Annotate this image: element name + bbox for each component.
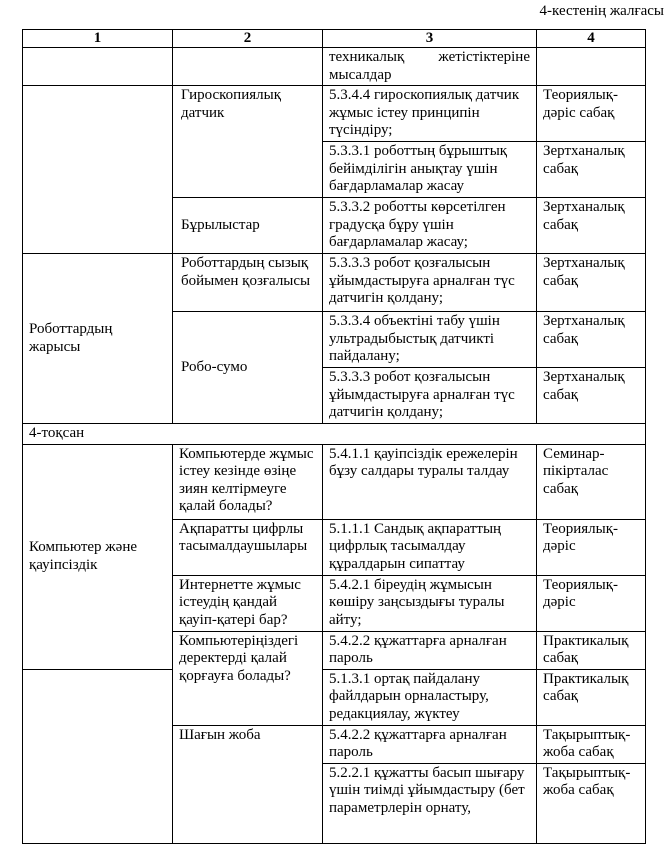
lesson-type-cell: Практикалық сабақ [537,631,646,669]
topic-cell: Гироскопиялық датчик [173,86,323,198]
topic-cell: Робо-сумо [173,312,323,424]
objective-cell: 5.1.3.1 ортақ пайдалану файлдарын орналастыру, редакциялау, жүктеу [323,669,537,725]
objective-cell: 5.3.3.1 роботтың бұрыштық бейімділігін анықтау үшін бағдарламалар жасау [323,142,537,198]
header-col-1: 1 [23,30,173,48]
lesson-type-cell: Теориялық-дәріс сабақ [537,86,646,142]
topic-cell: Роботтардың сызық бойымен қозғалысы [173,254,323,312]
lesson-type-cell: Теориялық-дәріс [537,519,646,575]
objective-cell: 5.4.1.1 қауіпсіздік ережелерін бұзу салдары туралы талдау [323,444,537,519]
lesson-type-cell: Тақырыптық-жоба сабақ [537,763,646,843]
lesson-type-cell: Практикалық сабақ [537,669,646,725]
quarter-label: 4-тоқсан [23,424,646,445]
header-col-3: 3 [323,30,537,48]
topic-cell: Бұрылыстар [173,198,323,254]
header-row [23,30,646,48]
lesson-type-cell: Семинар-пікірталас сабақ [537,444,646,519]
table-row [23,444,646,519]
lesson-type-cell: Зертханалық сабақ [537,312,646,368]
section-cell-empty [23,669,173,843]
cell-empty [173,48,323,86]
objective-cell: 5.3.3.4 объектіні табу үшін ультрадыбыстық датчикті пайдалану; [323,312,537,368]
lesson-type-cell: Теориялық-дәріс [537,575,646,631]
section-cell-empty [23,86,173,254]
cell-empty [537,48,646,86]
objective-cell: 5.2.2.1 құжатты басып шығару үшін тиімді ұйымдастыру (бет параметрлерін орнату, [323,763,537,843]
lesson-type-cell: Зертханалық сабақ [537,142,646,198]
header-col-2: 2 [173,30,323,48]
lesson-type-cell: Зертханалық сабақ [537,368,646,424]
table-row [23,86,646,142]
table-row [23,254,646,312]
objective-cell: 5.3.3.2 роботты көрсетілген градусқа бұру үшін бағдарламалар жасау; [323,198,537,254]
objective-cell: 5.3.4.4 гироскопиялық датчик жұмыс істеу принципін түсіндіру; [323,86,537,142]
objective-cell: 5.4.2.1 біреудің жұмысын көшіру заңсыздығы туралы айту; [323,575,537,631]
table-caption: 4-кестенің жалғасы [539,3,664,19]
objective-cell: техникалық жетістіктеріне мысалдар [323,48,537,86]
objective-cell: 5.3.3.3 робот қозғалысын ұйымдастыруға арналған түс датчигін қолдану; [323,368,537,424]
lesson-type-cell: Зертханалық сабақ [537,198,646,254]
section-cell: Роботтардың жарысы [23,254,173,424]
topic-cell: Ақпаратты цифрлы тасымалдаушылары [173,519,323,575]
lesson-type-cell: Тақырыптық-жоба сабақ [537,725,646,763]
topic-cell: Шағын жоба [173,725,323,843]
cell-empty [23,48,173,86]
lesson-type-cell: Зертханалық сабақ [537,254,646,312]
topic-cell: Интернетте жұмыс істеудің қандай қауіп-қатері бар? [173,575,323,631]
table-row [23,48,646,86]
objective-cell: 5.1.1.1 Сандық ақпараттың цифрлық тасымалдау құралдарын сипаттау [323,519,537,575]
objective-cell: 5.3.3.3 робот қозғалысын ұйымдастыруға арналған түс датчигін қолдану; [323,254,537,312]
section-cell: Компьютер және қауіпсіздік [23,444,173,669]
curriculum-table [22,29,646,844]
quarter-row [23,424,646,445]
header-col-4: 4 [537,30,646,48]
topic-cell: Компьютеріңіздегі деректерді қалай қорғауға болады? [173,631,323,725]
objective-cell: 5.4.2.2 құжаттарға арналған пароль [323,725,537,763]
objective-cell: 5.4.2.2 құжаттарға арналған пароль [323,631,537,669]
topic-cell: Компьютерде жұмыс істеу кезінде өзіңе зиян келтірмеуге қалай болады? [173,444,323,519]
table-row [23,669,646,725]
